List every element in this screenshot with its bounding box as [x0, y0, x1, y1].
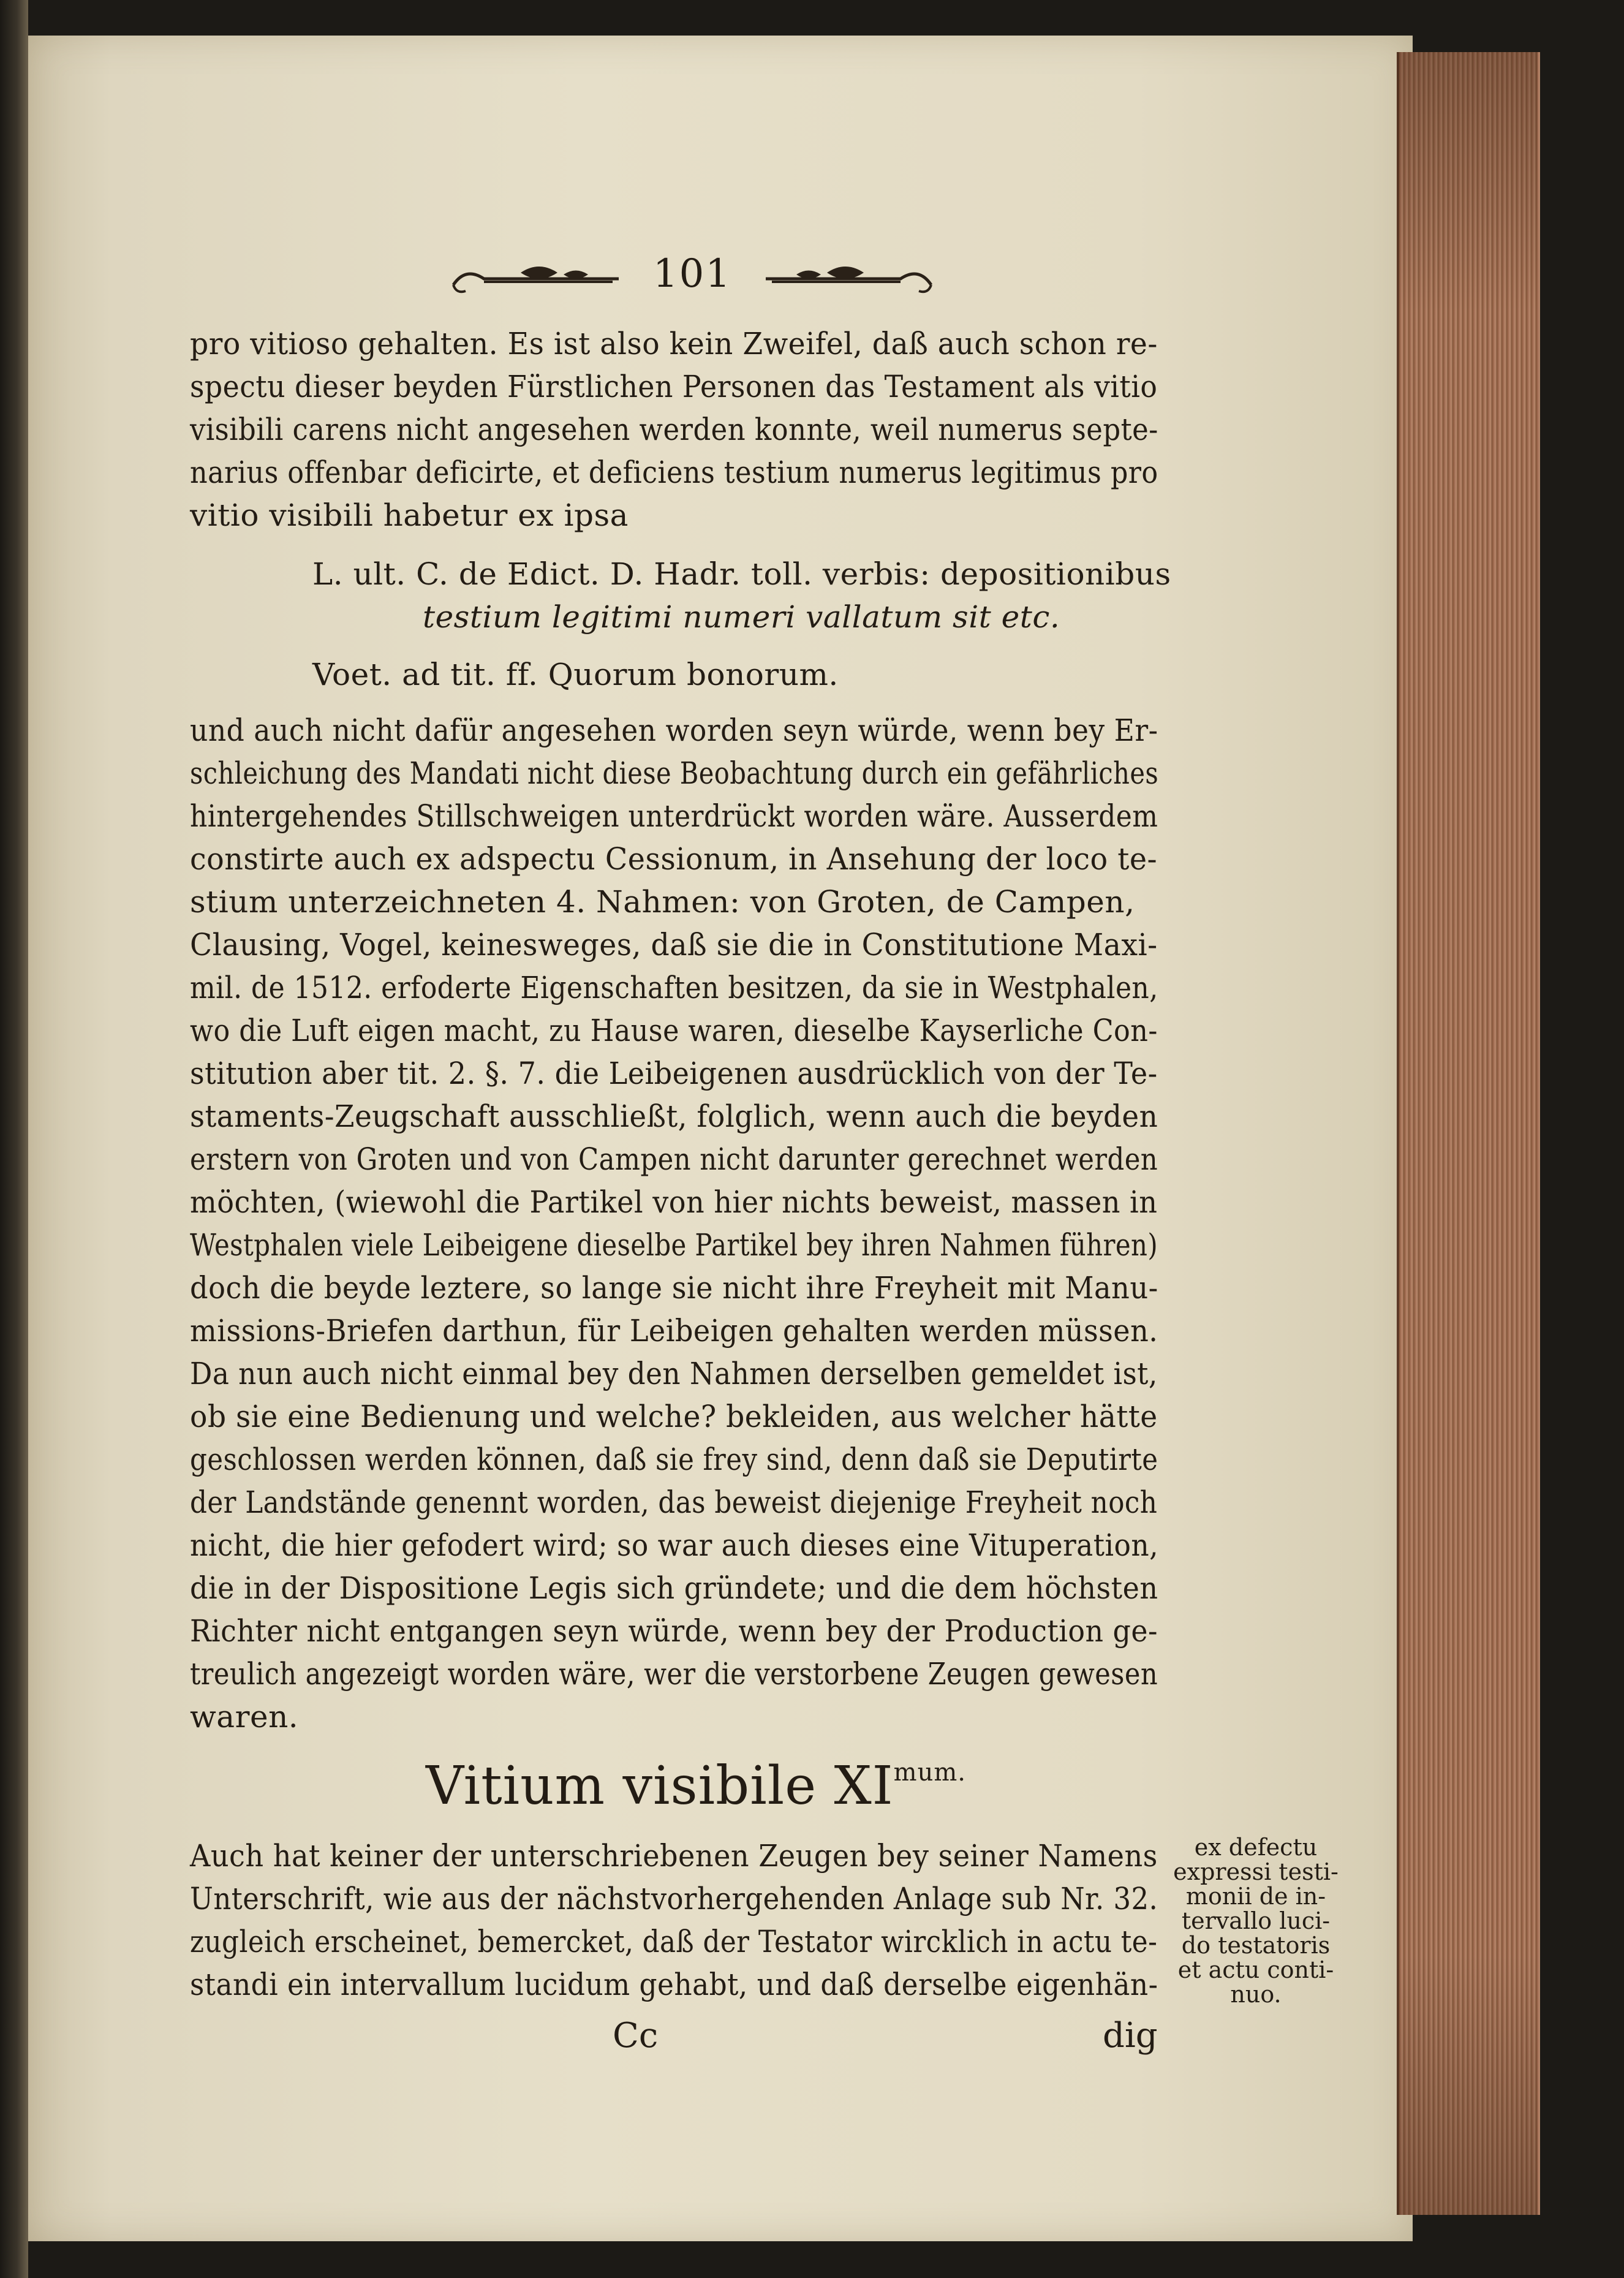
paragraph-1-line-3: visibili carens nicht angesehen werden konnte, weil numerus septe-: [190, 412, 1158, 447]
paragraph-1-line-2: spectu dieser beyden Fürstlichen Personen das Testament als vitio: [190, 369, 1158, 404]
signature-mark: Cc: [613, 2016, 659, 2056]
paragraph-2-line-15: missions-Briefen darthun, für Leibeigen gehalten werden müssen.: [190, 1313, 1158, 1349]
page-header: [447, 245, 937, 312]
paragraph-2-line-20: nicht, die hier gefodert wird; so war auch dieses eine Vituperation,: [190, 1527, 1159, 1563]
paragraph-2-line-4: constirte auch ex adspectu Cessionum, in Ansehung der loco te-: [190, 841, 1158, 877]
page-block-shading: [1397, 52, 1538, 2215]
paragraph-2-line-16: Da nun auch nicht einmal bey den Nahmen derselben gemeldet ist,: [190, 1356, 1158, 1391]
paragraph-1-line-4: narius offenbar deficirte, et deficiens testium numerus legitimus pro: [190, 455, 1158, 490]
section-title-text: Vitium visibile XI: [426, 1755, 894, 1817]
margin-note-line-5: do testatoris: [1181, 1932, 1331, 1959]
margin-note-line-4: tervallo luci-: [1181, 1907, 1331, 1934]
margin-note-line-7: nuo.: [1230, 1981, 1282, 2008]
paragraph-2-line-5: stium unterzeichneten 4. Nahmen: von Groten, de Campen,: [190, 884, 1135, 920]
paragraph-2-line-7: mil. de 1512. erfoderte Eigenschaften besitzen, da sie in Westphalen,: [190, 970, 1158, 1005]
margin-note-line-3: monii de in-: [1185, 1883, 1326, 1910]
left-page-edge: [0, 0, 28, 2278]
paragraph-1-line-1: pro vitioso gehalten. Es ist also kein Zweifel, daß auch schon re-: [190, 326, 1158, 361]
paragraph-2-line-3: hintergehendes Stillschweigen unterdrückt worden wäre. Ausserdem: [190, 798, 1158, 834]
paragraph-2-line-14: doch die beyde leztere, so lange sie nicht ihre Freyheit mit Manu-: [190, 1270, 1158, 1306]
margin-note-line-6: et actu conti-: [1177, 1956, 1334, 1983]
paragraph-2-line-8: wo die Luft eigen macht, zu Hause waren, dieselbe Kayserliche Con-: [190, 1013, 1158, 1048]
page-number: 101: [652, 251, 732, 297]
paragraph-2-line-1: und auch nicht dafür angesehen worden seyn würde, wenn bey Er-: [190, 713, 1158, 748]
catchword: dig: [1103, 2016, 1158, 2056]
paragraph-2-line-18: geschlossen werden können, daß sie frey sind, denn daß sie Deputirte: [190, 1442, 1158, 1477]
paragraph-2-line-10: staments-Zeugschaft ausschließt, folglich, wenn auch die beyden: [190, 1099, 1158, 1134]
paragraph-2-line-2: schleichung des Mandati nicht diese Beobachtung durch ein gefährliches: [190, 755, 1159, 791]
section-title: [426, 1755, 966, 1817]
margin-note-line-2: expressi testi-: [1173, 1858, 1339, 1885]
section-title-superscript: mum.: [893, 1758, 966, 1787]
paragraph-2-line-13: Westphalen viele Leibeigene dieselbe Partikel bey ihren Nahmen führen): [190, 1227, 1158, 1263]
paragraph-2-line-17: ob sie eine Bedienung und welche? bekleiden, aus welcher hätte: [190, 1399, 1158, 1434]
paragraph-3-line-3: zugleich erscheinet, bemercket, daß der Testator wircklich in actu te-: [190, 1924, 1158, 1959]
paragraph-3-line-1: Auch hat keiner der unterschriebenen Zeugen bey seiner Namens: [190, 1838, 1158, 1874]
paragraph-2-line-22: Richter nicht entgangen seyn würde, wenn bey der Production ge-: [190, 1613, 1158, 1649]
right-ornament-icon: [753, 257, 937, 300]
paragraph-3-line-2: Unterschrift, wie aus der nächstvorhergehenden Anlage sub Nr. 32.: [190, 1881, 1158, 1917]
paragraph-2-line-23: treulich angezeigt worden wäre, wer die verstorbene Zeugen gewesen: [190, 1656, 1158, 1692]
paragraph-2-line-21: die in der Dispositione Legis sich gründete; und die dem höchsten: [190, 1570, 1158, 1606]
paragraph-2-line-11: erstern von Groten und von Campen nicht darunter gerechnet werden: [190, 1141, 1158, 1177]
citation-1-line-1: L. ult. C. de Edict. D. Hadr. toll. verbis: depositionibus: [312, 556, 1171, 592]
paragraph-2-line-6: Clausing, Vogel, keinesweges, daß sie die in Constitutione Maxi-: [190, 927, 1158, 963]
paragraph-2-line-9: stitution aber tit. 2. §. 7. die Leibeigenen ausdrücklich von der Te-: [190, 1056, 1158, 1091]
paragraph-2-line-19: der Landstände genennt worden, das beweist diejenige Freyheit noch: [190, 1485, 1158, 1520]
paragraph-3-line-4: standi ein intervallum lucidum gehabt, und daß derselbe eigenhän-: [190, 1967, 1158, 2002]
paragraph-2-line-24: waren.: [190, 1699, 299, 1735]
paragraph-1-line-5: vitio visibili habetur ex ipsa: [190, 498, 629, 533]
citation-2: Voet. ad tit. ff. Quorum bonorum.: [312, 657, 839, 692]
paragraph-2-line-12: möchten, (wiewohl die Partikel von hier nichts beweist, massen in: [190, 1184, 1158, 1220]
left-ornament-icon: [447, 257, 631, 300]
margin-note: [1173, 1835, 1339, 2007]
margin-note-line-1: ex defectu: [1194, 1834, 1318, 1861]
citation-1-line-2: testium legitimi numeri vallatum sit etc.: [423, 599, 1060, 635]
